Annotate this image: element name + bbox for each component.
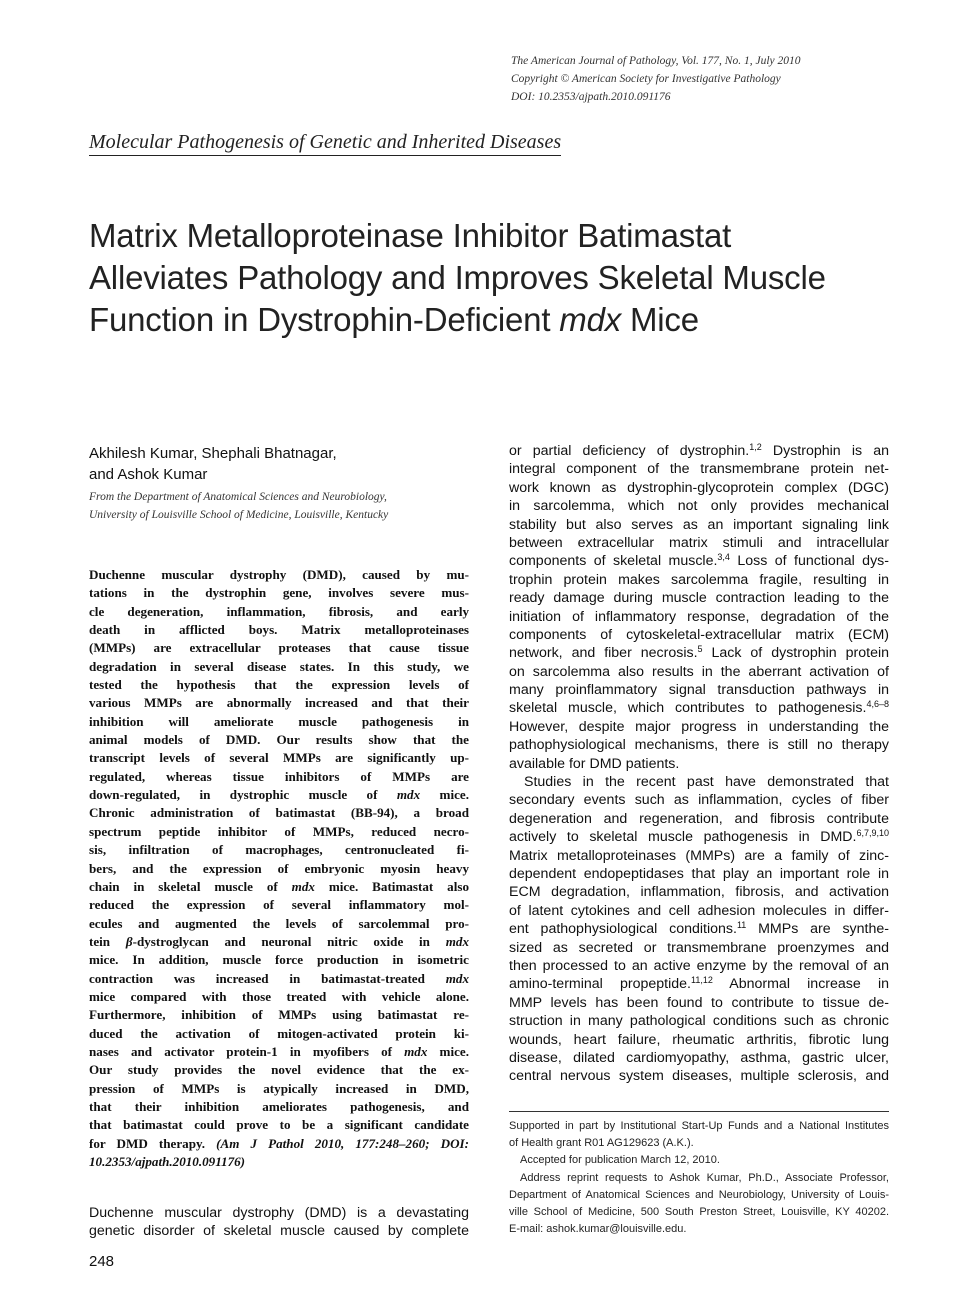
body-line bbox=[509, 644, 889, 662]
body-line bbox=[509, 442, 889, 460]
body-text-left bbox=[89, 1204, 469, 1241]
body-line: Studies in the recent past have demonstrated that bbox=[524, 774, 889, 791]
footnote-email[interactable]: E-mail: ashok.kumar@louisville.edu. bbox=[509, 1223, 687, 1236]
abstract-line: Chronic administration of batimastat (BB-94), a broad bbox=[89, 805, 469, 821]
body-line: on sarcolemma also results in the aberrant activation of bbox=[509, 663, 889, 680]
title-text: Mice bbox=[621, 301, 699, 338]
article-title bbox=[89, 215, 889, 341]
abstract bbox=[89, 566, 469, 1171]
body-line: MMP levels has been found to contribute to tissue de- bbox=[509, 994, 889, 1011]
reference-superscript: 3,4 bbox=[717, 552, 730, 563]
abstract-text: -dystroglycan and neuronal nitric oxide in bbox=[132, 933, 446, 949]
body-line: pathophysiological mechanisms, there is still no therapy bbox=[509, 737, 889, 754]
abstract-line: various MMPs are abnormally increased and that their bbox=[89, 695, 469, 711]
abstract-line bbox=[89, 1043, 469, 1061]
abstract-line: sis, infiltration of macrophages, centronucleated fi- bbox=[89, 842, 469, 858]
abstract-line: mice compared with those treated with vehicle alone. bbox=[89, 988, 469, 1004]
abstract-line bbox=[89, 1153, 469, 1171]
body-text: Abnormal increase in bbox=[712, 976, 889, 993]
author-line: Akhilesh Kumar, Shephali Bhatnagar, bbox=[89, 445, 337, 462]
author-line: and Ashok Kumar bbox=[89, 466, 208, 483]
abstract-line: reduced the expression of several inflammatory mol- bbox=[89, 897, 469, 913]
body-line: between extracellular matrix stimuli and intracellular bbox=[509, 534, 889, 551]
body-line bbox=[509, 920, 889, 938]
body-text: Lack of dystrophin protein bbox=[702, 645, 889, 662]
footnote-line: Address reprint requests to Ashok Kumar, Ph.D., Associate Professor, bbox=[520, 1171, 889, 1184]
body-text: Dystrophin is an bbox=[761, 443, 889, 459]
abstract-text: mice. Batimastat also bbox=[314, 878, 469, 894]
body-line bbox=[509, 828, 889, 846]
body-text-right bbox=[509, 442, 889, 1086]
body-line: integral component of the transmembrane protein net- bbox=[509, 461, 889, 478]
abstract-line: tested the hypothesis that the expression levels of bbox=[89, 677, 469, 693]
author-list bbox=[89, 443, 469, 485]
reference-superscript: 4,6–8 bbox=[866, 699, 889, 710]
abstract-text: mice. bbox=[427, 1043, 469, 1059]
body-line: wounds, heart failure, rheumatic arthritis, fibrotic lung bbox=[509, 1031, 889, 1048]
body-text: MMPs are synthe- bbox=[746, 921, 889, 938]
journal-citation bbox=[511, 52, 931, 106]
journal-citation-line: The American Journal of Pathology, Vol. 177, No. 1, July 2010 bbox=[511, 55, 801, 67]
abstract-line: ecules and augmented the levels of sarcolemmal pro- bbox=[89, 915, 469, 931]
abstract-line: duced the activation of mitogen-activated protein ki- bbox=[89, 1025, 469, 1041]
body-line: secondary events such as inflammation, cycles of fiber bbox=[509, 792, 889, 809]
body-line: Matrix metalloproteinases (MMPs) are a family of zinc- bbox=[509, 847, 889, 864]
body-text: ent pathophysiological conditions. bbox=[509, 921, 737, 938]
title-text: Function in Dystrophin-Deficient bbox=[89, 301, 560, 338]
abstract-line: degradation in several disease states. In this study, we bbox=[89, 658, 469, 674]
body-line: central nervous system diseases, multiple sclerosis, and bbox=[509, 1068, 889, 1085]
abstract-text: tein bbox=[89, 933, 126, 949]
affiliation-line: From the Department of Anatomical Sciences and Neurobiology, bbox=[89, 491, 387, 503]
body-line: dependent endopeptidases that play an important role in bbox=[509, 865, 889, 882]
abstract-line: cle degeneration, inflammation, fibrosis, and early bbox=[89, 603, 469, 619]
abstract-text: mice. bbox=[420, 787, 470, 803]
abstract-line: animal models of DMD. Our results show that the bbox=[89, 732, 469, 748]
abstract-italic-text: mdx bbox=[396, 787, 421, 803]
abstract-line: (MMPs) are extracellular proteases that cause tissue bbox=[89, 640, 469, 656]
copyright-line: Copyright © American Society for Investigative Pathology bbox=[511, 73, 781, 85]
body-text: amino-terminal propeptide. bbox=[509, 976, 691, 993]
abstract-italic-text: mdx bbox=[445, 970, 469, 986]
body-text: actively to skeletal muscle pathogenesis in DMD. bbox=[509, 829, 857, 846]
abstract-text: nases and activator protein-1 in myofibers of bbox=[89, 1043, 405, 1059]
abstract-italic-text: mdx bbox=[445, 933, 469, 949]
abstract-line: Furthermore, inhibition of MMPs using batimastat re- bbox=[89, 1007, 469, 1023]
citation-text: (Am J Pathol 2010, 177:248–260; DOI: bbox=[216, 1135, 469, 1151]
abstract-italic-text: β bbox=[125, 933, 133, 949]
abstract-line: bers, and the expression of embryonic myosin heavy bbox=[89, 860, 469, 876]
abstract-line: Our study provides the novel evidence that the ex- bbox=[89, 1062, 469, 1078]
body-line bbox=[509, 552, 889, 570]
body-line: then processed to an active enzyme by the removal of an bbox=[509, 957, 889, 974]
abstract-line: death in afflicted boys. Matrix metalloproteinases bbox=[89, 622, 469, 638]
abstract-line: regulated, whereas tissue inhibitors of MMPs are bbox=[89, 768, 469, 784]
footnote-line: Department of Anatomical Sciences and Neurobiology, University of Louis- bbox=[509, 1188, 889, 1201]
abstract-italic-text: mdx bbox=[291, 878, 315, 894]
reference-superscript: 6,7,9,10 bbox=[856, 828, 889, 839]
footnote-line: Supported in part by Institutional Start-Up Funds and a National Institutes bbox=[509, 1120, 889, 1132]
title-italic-text: mdx bbox=[559, 301, 622, 338]
abstract-line bbox=[89, 1135, 469, 1153]
abstract-line: mice. In addition, muscle force production in isometric bbox=[89, 952, 469, 968]
abstract-line: that their inhibition ameliorates pathogenesis, and bbox=[89, 1098, 469, 1114]
abstract-line: spectrum peptide inhibitor of MMPs, reduced necro- bbox=[89, 823, 469, 839]
body-line bbox=[509, 699, 889, 717]
body-line: in sarcolemma, which not only provides mechanical bbox=[509, 498, 889, 515]
abstract-line bbox=[89, 933, 469, 951]
footnote-divider bbox=[509, 1111, 889, 1112]
abstract-text: for DMD therapy. bbox=[89, 1135, 217, 1151]
title-line: Matrix Metalloproteinase Inhibitor Batimastat bbox=[89, 217, 732, 254]
reference-superscript: 11 bbox=[736, 920, 747, 931]
footnotes bbox=[509, 1118, 889, 1238]
abstract-text: down-regulated, in dystrophic muscle of bbox=[89, 787, 397, 803]
body-text: network, and fiber necrosis. bbox=[509, 645, 698, 662]
reference-superscript: 5 bbox=[697, 644, 703, 655]
body-line: degeneration and regeneration, and fibrosis contribute bbox=[509, 810, 889, 827]
body-line: available for DMD patients. bbox=[509, 755, 680, 772]
body-line: struction in many pathological conditions such as chronic bbox=[509, 1013, 889, 1030]
abstract-line bbox=[89, 786, 469, 804]
body-line bbox=[509, 975, 889, 993]
body-line: many proinflammatory signal transduction pathways in bbox=[509, 682, 889, 699]
body-line: components of cytoskeletal-extracellular matrix (ECM) bbox=[509, 626, 889, 643]
body-line: genetic disorder of skeletal muscle caused by complete bbox=[89, 1223, 469, 1240]
body-line: sized as secreted or transmembrane proenzymes and bbox=[509, 939, 889, 956]
abstract-line: inhibition will ameliorate muscle pathogenesis in bbox=[89, 713, 469, 729]
body-line: Duchenne muscular dystrophy (DMD) is a devastating bbox=[89, 1205, 469, 1221]
affiliation bbox=[89, 488, 479, 524]
footnote-line: of Health grant R01 AG129623 (A.K.). bbox=[509, 1137, 694, 1150]
body-line: work known as dystrophin-glycoprotein complex (DGC) bbox=[509, 479, 889, 496]
body-line: stability but also serves as an important signaling link bbox=[509, 516, 889, 533]
abstract-line: Duchenne muscular dystrophy (DMD), caused by mu- bbox=[89, 567, 469, 582]
body-text: Loss of functional dys- bbox=[729, 553, 889, 570]
abstract-line: transcript levels of several MMPs are significantly up- bbox=[89, 750, 469, 766]
body-line: trophin protein makes sarcolemma fragile, resulting in bbox=[509, 571, 889, 588]
abstract-text: contraction was increased in batimastat-treated bbox=[89, 970, 446, 986]
citation-text: 10.2353/ajpath.2010.091176) bbox=[89, 1154, 246, 1169]
footnote-line: Accepted for publication March 12, 2010. bbox=[520, 1154, 720, 1167]
body-line: of latent cytokines and cell adhesion molecules in differ- bbox=[509, 902, 889, 919]
body-text: components of skeletal muscle. bbox=[509, 553, 718, 570]
doi-line: DOI: 10.2353/ajpath.2010.091176 bbox=[511, 91, 671, 103]
body-line: ECM degradation, inflammation, fibrosis, and activation bbox=[509, 884, 889, 901]
body-line: initiation of inflammatory response, degradation of the bbox=[509, 608, 889, 625]
abstract-line: tations in the dystrophin gene, involves severe mus- bbox=[89, 585, 469, 601]
body-line: ready damage during muscle contraction leading to the bbox=[509, 590, 889, 607]
reference-superscript: 11,12 bbox=[691, 975, 713, 986]
body-line: disease, dilated cardiomyopathy, asthma, gastric ulcer, bbox=[509, 1049, 889, 1066]
page-number: 248 bbox=[89, 1253, 115, 1270]
footnote-line: ville School of Medicine, 500 South Preston Street, Louisville, KY 40202. bbox=[509, 1205, 889, 1218]
abstract-line bbox=[89, 970, 469, 988]
body-line: However, despite major progress in understanding the bbox=[509, 718, 889, 735]
title-line bbox=[89, 299, 889, 341]
body-text: or partial deficiency of dystrophin. bbox=[509, 443, 750, 459]
affiliation-line: University of Louisville School of Medicine, Louisville, Kentucky bbox=[89, 509, 389, 521]
abstract-line: pression of MMPs is atypically increased in DMD, bbox=[89, 1080, 469, 1096]
abstract-line: that batimastat could prove to be a significant candidate bbox=[89, 1117, 469, 1133]
abstract-text: chain in skeletal muscle of bbox=[89, 878, 292, 894]
section-heading: Molecular Pathogenesis of Genetic and Inherited Diseases bbox=[89, 131, 561, 156]
body-text: skeletal muscle, which contributes to pathogenesis. bbox=[509, 700, 867, 717]
title-line: Alleviates Pathology and Improves Skeletal Muscle bbox=[89, 259, 826, 296]
abstract-line bbox=[89, 878, 469, 896]
abstract-italic-text: mdx bbox=[404, 1043, 428, 1059]
reference-superscript: 1,2 bbox=[749, 442, 762, 452]
